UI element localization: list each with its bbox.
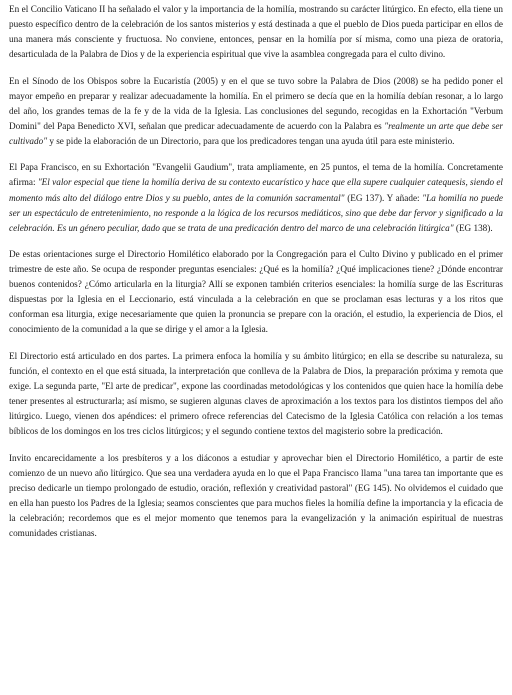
paragraph-5	[9, 349, 503, 439]
paragraph-3-text-c: (EG 138).	[453, 222, 493, 233]
paragraph-3-text-b: (EG 137). Y añade:	[344, 192, 423, 203]
paragraph-4	[9, 247, 503, 337]
document-body	[9, 2, 503, 553]
paragraph-1-text: En el Concilio Vaticano II ha señalado el valor y la importancia de la homilía, mostrando su carácter litúrgico. En efecto, ella tiene un puesto específico dentro de la celebración de los santos misterios y está destinada a que el pueblo de Dios pueda participar en ellos de una manera más consciente y fructuosa. No conviene, entonces, pensar en la homilía por sí misma, como una pieza de oratoria, desarticulada de la Palabra de Dios y de la experiencia espiritual que vive la asamblea congregada para el culto divino.	[9, 4, 503, 60]
paragraph-3-text-a: El Papa Francisco, en su Exhortación "Evangelii Gaudium", trata ampliamente, en 25 puntos, el tema de la homilía. Concretamente afirma:	[9, 162, 503, 188]
paragraph-3-quote-1: "El valor especial que tiene la homilía deriva de su contexto eucarístico y hace que ella supere cualquier catequesis, siendo el momento más alto del diálogo entre Dios y su pueblo, antes de la comunión sacramental"	[9, 177, 503, 203]
paragraph-4-text: De estas orientaciones surge el Directorio Homilético elaborado por la Congregación para el Culto Divino y publicado en el primer trimestre de este año. Se ocupa de responder preguntas esenciales: ¿Qué es la homilía? ¿Qué implicaciones tiene? ¿Dónde encontrar buenos contenidos? ¿Cómo articularla en la liturgia? Allí se exponen también criterios esenciales: la homilía surge de las Escrituras dispuestas por la Iglesia en el Leccionario, está vinculada a la celebración en que se proclaman esas lecturas y a los ritos que conforman esa liturgia, exige necesariamente que quien la pronuncia se prepare con la oración, el estudio, la experiencia de Dios, el conocimiento de la comunidad a la que se dirige y el amor a la Iglesia.	[9, 249, 503, 335]
paragraph-2	[9, 74, 503, 149]
paragraph-6	[9, 451, 503, 541]
paragraph-1	[9, 2, 503, 62]
paragraph-2-text-b: y se pide la elaboración de un Directorio, para que los predicadores tengan una ayuda útil para este ministerio.	[47, 135, 455, 146]
paragraph-3	[9, 160, 503, 235]
paragraph-3-quote-2: "La homilía no puede ser un espectáculo de entretenimiento, no responde a la lógica de los recursos mediáticos, sino que debe dar fervor y significado a la celebración. Es un género peculiar, dado que se trata de una predicación dentro del marco de una celebración litúrgica"	[9, 192, 504, 233]
paragraph-2-quote: "realmente un arte que debe ser cultivado"	[9, 120, 504, 146]
paragraph-5-text: El Directorio está articulado en dos partes. La primera enfoca la homilía y su ámbito litúrgico; en ella se describe su naturaleza, su función, el contexto en el que está situada, la interpretación que conlleva de la Palabra de Dios, la preparación próxima y remota que exige. La segunda parte, "El arte de predicar", expone las coordinadas metodológicas y los contenidos que quien hace la homilía debe tener presentes al estructurarla; así mismo, se sugieren algunas claves de aproximación a los textos para los distintos tiempos del año litúrgico. Luego, vienen dos apéndices: el primero ofrece referencias del Catecismo de la Iglesia Católica con relación a los temas bíblicos de los domingos en los tres ciclos litúrgicos; y el segundo contiene textos del magisterio sobre la predicación.	[9, 350, 503, 437]
paragraph-6-text: Invito encarecidamente a los presbíteros y a los diáconos a estudiar y aprovechar bien el Directorio Homilético, a partir de este comienzo de un nuevo año litúrgico. Que sea una verdadera ayuda en lo que el Papa Francisco llama "una tarea tan importante que es preciso dedicarle un tiempo prolongado de estudio, oración, reflexión y creatividad pastoral" (EG 145). No olvidemos el cuidado que en ella han puesto los Padres de la Iglesia; seamos conscientes que para muchos fieles la homilía define la importancia y la eficacia de la celebración; recordemos que es el mejor momento que tenemos para la evangelización y la animación espiritual de nuestras comunidades cristianas.	[9, 452, 503, 538]
paragraph-2-text-a: En el Sínodo de los Obispos sobre la Eucaristía (2005) y en el que se tuvo sobre la Palabra de Dios (2008) se ha pedido poner el mayor empeño en preparar y realizar adecuadamente la homilía. En el primero se decía que en la homilía debían resonar, a lo largo del año, los grandes temas de la fe y de la vida de la Iglesia. Las conclusiones del segundo, recogidas en la Exhortación "Verbum Domini" del Papa Benedicto XVI, señalan que predicar adecuadamente de acuerdo con la Palabra es	[9, 75, 503, 131]
